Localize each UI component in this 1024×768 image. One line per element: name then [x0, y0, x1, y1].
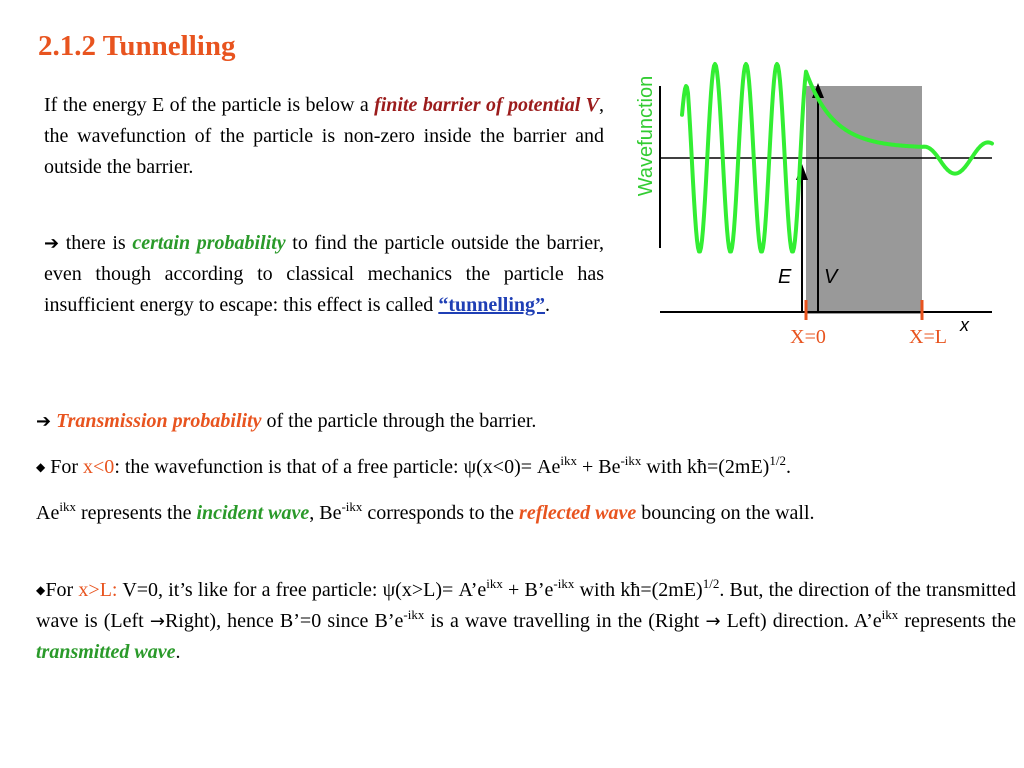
- xL-label: X=L: [909, 326, 947, 348]
- incident-reflected-paragraph: $Ae^{ikx}$ represents the incident wave, $Be^{-ikx}$ corresponds to the reflected wave bouncing on the wall.: [36, 499, 815, 524]
- diamond-bullet-icon: ◆: [36, 460, 46, 474]
- condition-x-greater-L: x>L:: [78, 579, 118, 601]
- energy-label: E: [778, 266, 792, 288]
- region-left-paragraph: ◆ For x<0: the wavefunction is that of a free particle: $\psi(x<0)= Ae^{ikx} + Be^{-ikx}$ with $kħ=(2mE)^{1/2}$.: [36, 453, 791, 478]
- slide-title: 2.1.2 Tunnelling: [38, 30, 236, 62]
- certain-probability-emphasis: certain probability: [132, 232, 286, 254]
- intro-paragraph: If the energy E of the particle is below a finite barrier of potential V, the wavefunction of the particle is non-zero inside the barrier and outside the barrier.: [44, 94, 605, 178]
- incident-wave-emphasis: incident wave: [196, 502, 310, 524]
- region-right-paragraph: ◆For x>L: V=0, it’s like for a free particle: $\psi(x>L)= A’e^{ikx}$ + $B’e^{-ikx}$ with $kħ=(2mE)^{1/2}$. But, the direction of the transmitted wave is (Left →Right), hence B’=0 since $B’e^{-ikx}$ is a wave travelling in the (Right → Left) direction. $A’e^{ikx}$ represents the transmitted wave.: [36, 576, 1016, 663]
- condition-x-less-0: x<0: [83, 456, 115, 478]
- tunnelling-paragraph: ➔ there is certain probability to find the particle outside the barrier, even though according to classical mechanics the particle has insufficient energy to escape: this effect is called “tunnelling”.: [44, 232, 604, 316]
- x-axis-label: x: [960, 315, 969, 335]
- wavefunction-axis-label: Wavefunction: [635, 75, 657, 197]
- tunnelling-diagram: [630, 50, 1000, 350]
- transmission-probability-emphasis: Transmission probability: [56, 410, 262, 432]
- x0-label: X=0: [790, 326, 826, 348]
- arrow-icon: ➔: [36, 411, 52, 432]
- finite-barrier-emphasis: finite barrier of potential V: [374, 94, 600, 116]
- transmitted-wave-emphasis: transmitted wave: [36, 641, 176, 663]
- arrow-icon: ➔: [44, 233, 60, 254]
- diamond-bullet-icon: ◆: [36, 583, 46, 597]
- reflected-wave-emphasis: reflected wave: [519, 502, 637, 524]
- potential-label: V: [824, 266, 838, 288]
- transmission-heading: ➔ Transmission probability of the particle through the barrier.: [36, 410, 537, 432]
- tunnelling-link[interactable]: “tunnelling”: [438, 294, 546, 316]
